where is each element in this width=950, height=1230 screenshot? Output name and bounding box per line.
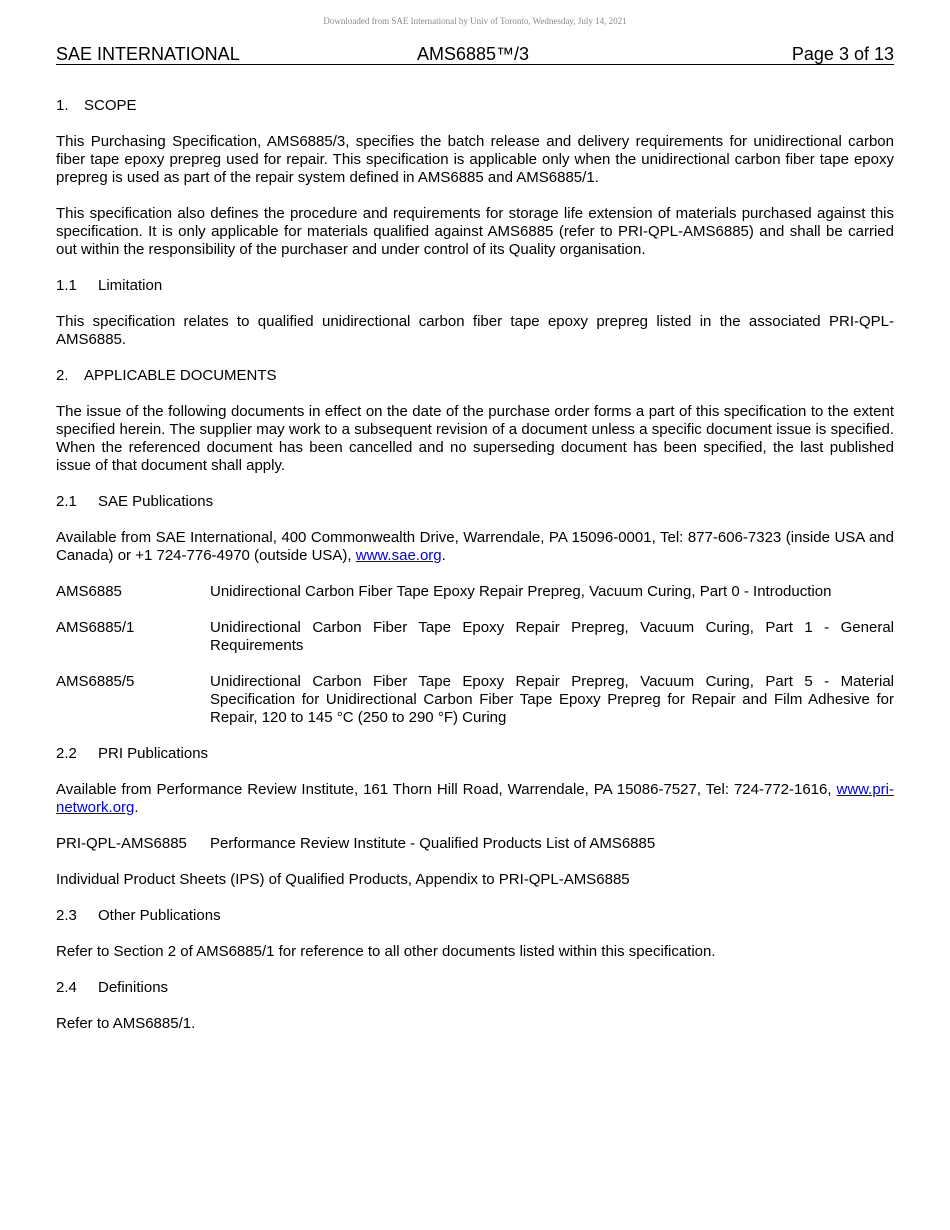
sae-availability-text: Available from SAE International, 400 Commonwealth Drive, Warrendale, PA 15096-0001, Tel: 877-606-7323 (inside USA and Canada) or +1 724-776-4970 (outside USA), xyxy=(56,529,894,564)
section-heading-other-publications xyxy=(56,907,894,925)
section-heading-pri-publications xyxy=(56,745,894,763)
section-number: 2.3 xyxy=(56,907,77,924)
download-watermark: Downloaded from SAE International by Univ of Toronto, Wednesday, July 14, 2021 xyxy=(323,16,627,26)
page-header xyxy=(56,44,894,65)
header-document-number: AMS6885™/3 xyxy=(417,44,530,64)
definitions-paragraph: Refer to AMS6885/1. xyxy=(56,1015,196,1032)
reference-title: Performance Review Institute - Qualified Products List of AMS6885 xyxy=(210,835,656,852)
reference-code: AMS6885/1 xyxy=(56,619,135,636)
limitation-paragraph: This specification relates to qualified unidirectional carbon fiber tape epoxy prepreg listed in the associated PRI-QPL-AMS6885. xyxy=(56,313,894,348)
section-title: Limitation xyxy=(98,277,163,294)
applicable-documents-paragraph: The issue of the following documents in effect on the date of the purchase order forms a part of this specification to the extent specified herein. The supplier may work to a subsequent revision of a document unless a specific document issue is specified. When the referenced document has been cancelled and no superseding document has been specified, the last published issue of that document shall apply. xyxy=(56,403,894,474)
reference-title: Unidirectional Carbon Fiber Tape Epoxy Repair Prepreg, Vacuum Curing, Part 1 - General Requirements xyxy=(210,619,894,654)
section-heading-sae-publications xyxy=(56,493,894,511)
section-heading-limitation xyxy=(56,277,894,295)
section-heading-scope xyxy=(56,97,894,115)
reference-code: PRI-QPL-AMS6885 xyxy=(56,835,187,852)
document-body xyxy=(56,97,894,1051)
ips-paragraph: Individual Product Sheets (IPS) of Qualified Products, Appendix to PRI-QPL-AMS6885 xyxy=(56,871,630,888)
section-title: SAE Publications xyxy=(98,493,214,510)
section-number: 2.4 xyxy=(56,979,77,996)
section-number: 1. xyxy=(56,97,69,114)
pri-availability-text: Available from Performance Review Institute, 161 Thorn Hill Road, Warrendale, PA 15086-7527, Tel: 724-772-1616, xyxy=(56,781,837,798)
reference-entry xyxy=(56,673,894,727)
reference-title: Unidirectional Carbon Fiber Tape Epoxy Repair Prepreg, Vacuum Curing, Part 5 - Material Specification for Unidirectional Carbon Fiber Tape Epoxy Prepreg for Repair and Film Adhesive for Repair, 120 to 145 °C (250 to 290 °F) Curing xyxy=(210,673,894,726)
section-title: APPLICABLE DOCUMENTS xyxy=(84,367,277,384)
section-heading-applicable-documents xyxy=(56,367,894,385)
pri-availability-end: . xyxy=(134,799,139,816)
section-title: PRI Publications xyxy=(98,745,209,762)
section-title: Definitions xyxy=(98,979,169,996)
reference-entry xyxy=(56,583,894,601)
sae-availability-end: . xyxy=(441,547,446,564)
pri-availability-paragraph xyxy=(56,781,894,817)
scope-paragraph-2: This specification also defines the procedure and requirements for storage life extension of materials purchased against this specification. It is only applicable for materials qualified against AMS6885 (refer to PRI-QPL-AMS6885) and shall be carried out within the responsibility of the purchaser and under control of its Quality organisation. xyxy=(56,205,894,258)
reference-code: AMS6885 xyxy=(56,583,122,600)
other-publications-paragraph: Refer to Section 2 of AMS6885/1 for reference to all other documents listed within this specification. xyxy=(56,943,716,960)
reference-entry xyxy=(56,835,894,853)
section-number: 1.1 xyxy=(56,277,77,294)
sae-availability-paragraph xyxy=(56,529,894,565)
section-number: 2. xyxy=(56,367,69,384)
section-number: 2.1 xyxy=(56,493,77,510)
section-heading-definitions xyxy=(56,979,894,997)
section-title: Other Publications xyxy=(98,907,221,924)
pri-website-link[interactable]: www.pri-network.org xyxy=(56,781,894,816)
header-page-number: Page 3 of 13 xyxy=(791,44,894,64)
header-organization: SAE INTERNATIONAL xyxy=(56,44,240,64)
scope-paragraph-1: This Purchasing Specification, AMS6885/3, specifies the batch release and delivery requirements for unidirectional carbon fiber tape epoxy prepreg used for repair. This specification is applicable only when the unidirectional carbon fiber tape epoxy prepreg is used as part of the repair system defined in AMS6885 and AMS6885/1. xyxy=(56,133,894,186)
reference-title: Unidirectional Carbon Fiber Tape Epoxy Repair Prepreg, Vacuum Curing, Part 0 - Introduction xyxy=(210,583,832,600)
section-number: 2.2 xyxy=(56,745,77,762)
sae-website-link[interactable]: www.sae.org xyxy=(355,547,442,564)
reference-code: AMS6885/5 xyxy=(56,673,135,690)
section-title: SCOPE xyxy=(84,97,137,114)
reference-entry xyxy=(56,619,894,655)
